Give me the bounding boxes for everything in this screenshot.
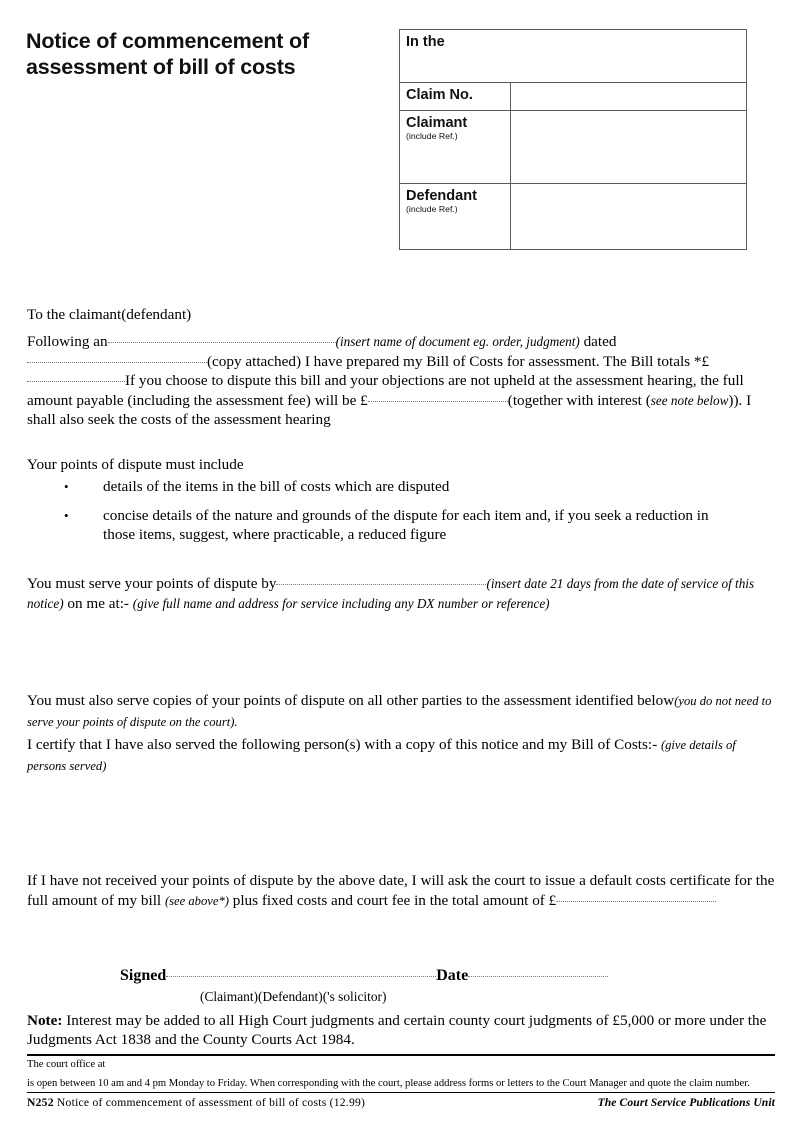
in-the-row bbox=[400, 30, 746, 82]
note-text: Interest may be added to all High Court judgments and certain county court judgments of £5,000 or more under the Judgments Act 1838 and the County Courts Act 1984. bbox=[27, 1012, 767, 1049]
footer-divider-bottom bbox=[27, 1092, 775, 1093]
see-note-below-hint: see note below bbox=[650, 392, 729, 408]
also-serve-text: You must also serve copies of your points of dispute on all other parties to the assessment identified below bbox=[27, 692, 675, 709]
serve-insert-hint: (insert date 21 days from the date of service of this notice) bbox=[27, 576, 755, 611]
page-title-line1: Notice of commencement of bbox=[26, 29, 309, 53]
signed-label: Signed bbox=[120, 967, 167, 984]
court-office-label: The court office at bbox=[27, 1059, 106, 1070]
default-total-fill-line[interactable] bbox=[556, 901, 716, 902]
list-item bbox=[27, 477, 775, 497]
bullet-icon: • bbox=[64, 507, 69, 523]
certify-paragraph bbox=[27, 735, 775, 776]
document-name-fill-line[interactable] bbox=[108, 342, 336, 343]
defendant-row bbox=[400, 183, 746, 249]
page-title-line2: assessment of bill of costs bbox=[26, 55, 296, 79]
claimant-sublabel: (include Ref.) bbox=[406, 131, 458, 141]
ifnot-text-1: If I have not received your points of dispute by the above date, I will ask the court to issue a default costs certificate for the full amount of my bill bbox=[27, 872, 775, 909]
addressee-line: To the claimant(defendant) bbox=[27, 306, 192, 323]
list-item bbox=[27, 506, 775, 545]
also-serve-paragraph bbox=[27, 691, 775, 732]
see-above-hint: (see above*) bbox=[164, 893, 229, 908]
case-details-box bbox=[399, 29, 747, 250]
default-certificate-paragraph bbox=[27, 871, 775, 911]
list-item-text: details of the items in the bill of costs which are disputed bbox=[103, 478, 450, 495]
form-code: N252 bbox=[27, 1096, 54, 1109]
claim-no-field[interactable] bbox=[510, 83, 746, 110]
publisher-label: The Court Service Publications Unit bbox=[597, 1096, 775, 1109]
note-label: Note: bbox=[27, 1012, 63, 1029]
defendant-label-cell bbox=[400, 184, 510, 249]
date-label: Date bbox=[436, 967, 469, 984]
serve-paragraph bbox=[27, 574, 775, 613]
claimant-row bbox=[400, 110, 746, 183]
date-fill-line[interactable] bbox=[468, 976, 608, 977]
bill-total-fill-line[interactable] bbox=[27, 381, 125, 382]
following-text-1: Following an bbox=[27, 333, 108, 350]
claimant-label-cell bbox=[400, 111, 510, 183]
claim-no-label-cell bbox=[400, 83, 510, 110]
form-code-line bbox=[27, 1096, 365, 1110]
signature-caption: (Claimant)(Defendant)('s solicitor) bbox=[200, 989, 387, 1004]
following-text-6: )). I shall also seek the costs of the assessment hearing bbox=[27, 391, 752, 429]
serve-text-1: You must serve your points of dispute by bbox=[27, 575, 277, 592]
defendant-label: Defendant bbox=[406, 188, 477, 204]
serve-date-fill-line[interactable] bbox=[276, 584, 486, 585]
following-text-4: If you choose to dispute this bill and your objections are not upheld at the assessment hearing, the full amount payable (including the assessment fee) will be £ bbox=[27, 372, 744, 409]
serve-address-hint: (give full name and address for service including any DX number or reference) bbox=[132, 595, 550, 611]
claim-no-row bbox=[400, 82, 746, 110]
bullet-icon: • bbox=[64, 479, 69, 494]
certify-text: I certify that I have also served the following person(s) with a copy of this notice and my Bill of Costs:- bbox=[27, 736, 658, 753]
following-insert-hint: (insert name of document eg. order, judgment) bbox=[335, 334, 580, 349]
note-paragraph bbox=[27, 1011, 775, 1050]
following-text-3: (copy attached) I have prepared my Bill of Costs for assessment. The Bill totals *£ bbox=[207, 352, 710, 370]
full-amount-fill-line[interactable] bbox=[368, 401, 508, 402]
in-the-cell[interactable] bbox=[400, 30, 746, 82]
defendant-field[interactable] bbox=[510, 184, 746, 249]
claimant-field[interactable] bbox=[510, 111, 746, 183]
form-title: Notice of commencement of assessment of bill of costs (12.99) bbox=[56, 1096, 366, 1109]
also-serve-note: (you do not need to serve your points of dispute on the court). bbox=[27, 694, 772, 729]
serve-text-2: on me at:- bbox=[67, 594, 129, 612]
in-the-label: In the bbox=[406, 34, 445, 50]
claimant-label: Claimant bbox=[406, 115, 468, 131]
ifnot-text-2: plus fixed costs and court fee in the total amount of £ bbox=[232, 891, 557, 909]
document-date-fill-line[interactable] bbox=[27, 362, 207, 363]
signature-row bbox=[27, 966, 775, 986]
opening-hours-text: is open between 10 am and 4 pm Monday to Friday. When corresponding with the court, please address forms or letters to the Court Manager and quote the claim number. bbox=[27, 1078, 750, 1089]
following-paragraph bbox=[27, 332, 775, 430]
defendant-sublabel: (include Ref.) bbox=[406, 204, 458, 214]
claim-no-label: Claim No. bbox=[406, 87, 473, 103]
points-bullet-list bbox=[27, 477, 775, 554]
following-text-2: dated bbox=[583, 333, 617, 350]
signature-fill-line[interactable] bbox=[166, 976, 436, 977]
page-title bbox=[26, 28, 386, 80]
list-item-text: concise details of the nature and grounds of the dispute for each item and, if you seek a reduction in those items, suggest, where practicable, a reduced figure bbox=[103, 506, 709, 544]
footer-divider-top bbox=[27, 1054, 775, 1056]
following-text-5: (together with interest ( bbox=[507, 391, 651, 409]
points-heading: Your points of dispute must include bbox=[27, 456, 244, 473]
certify-note: (give details of persons served) bbox=[27, 738, 736, 773]
